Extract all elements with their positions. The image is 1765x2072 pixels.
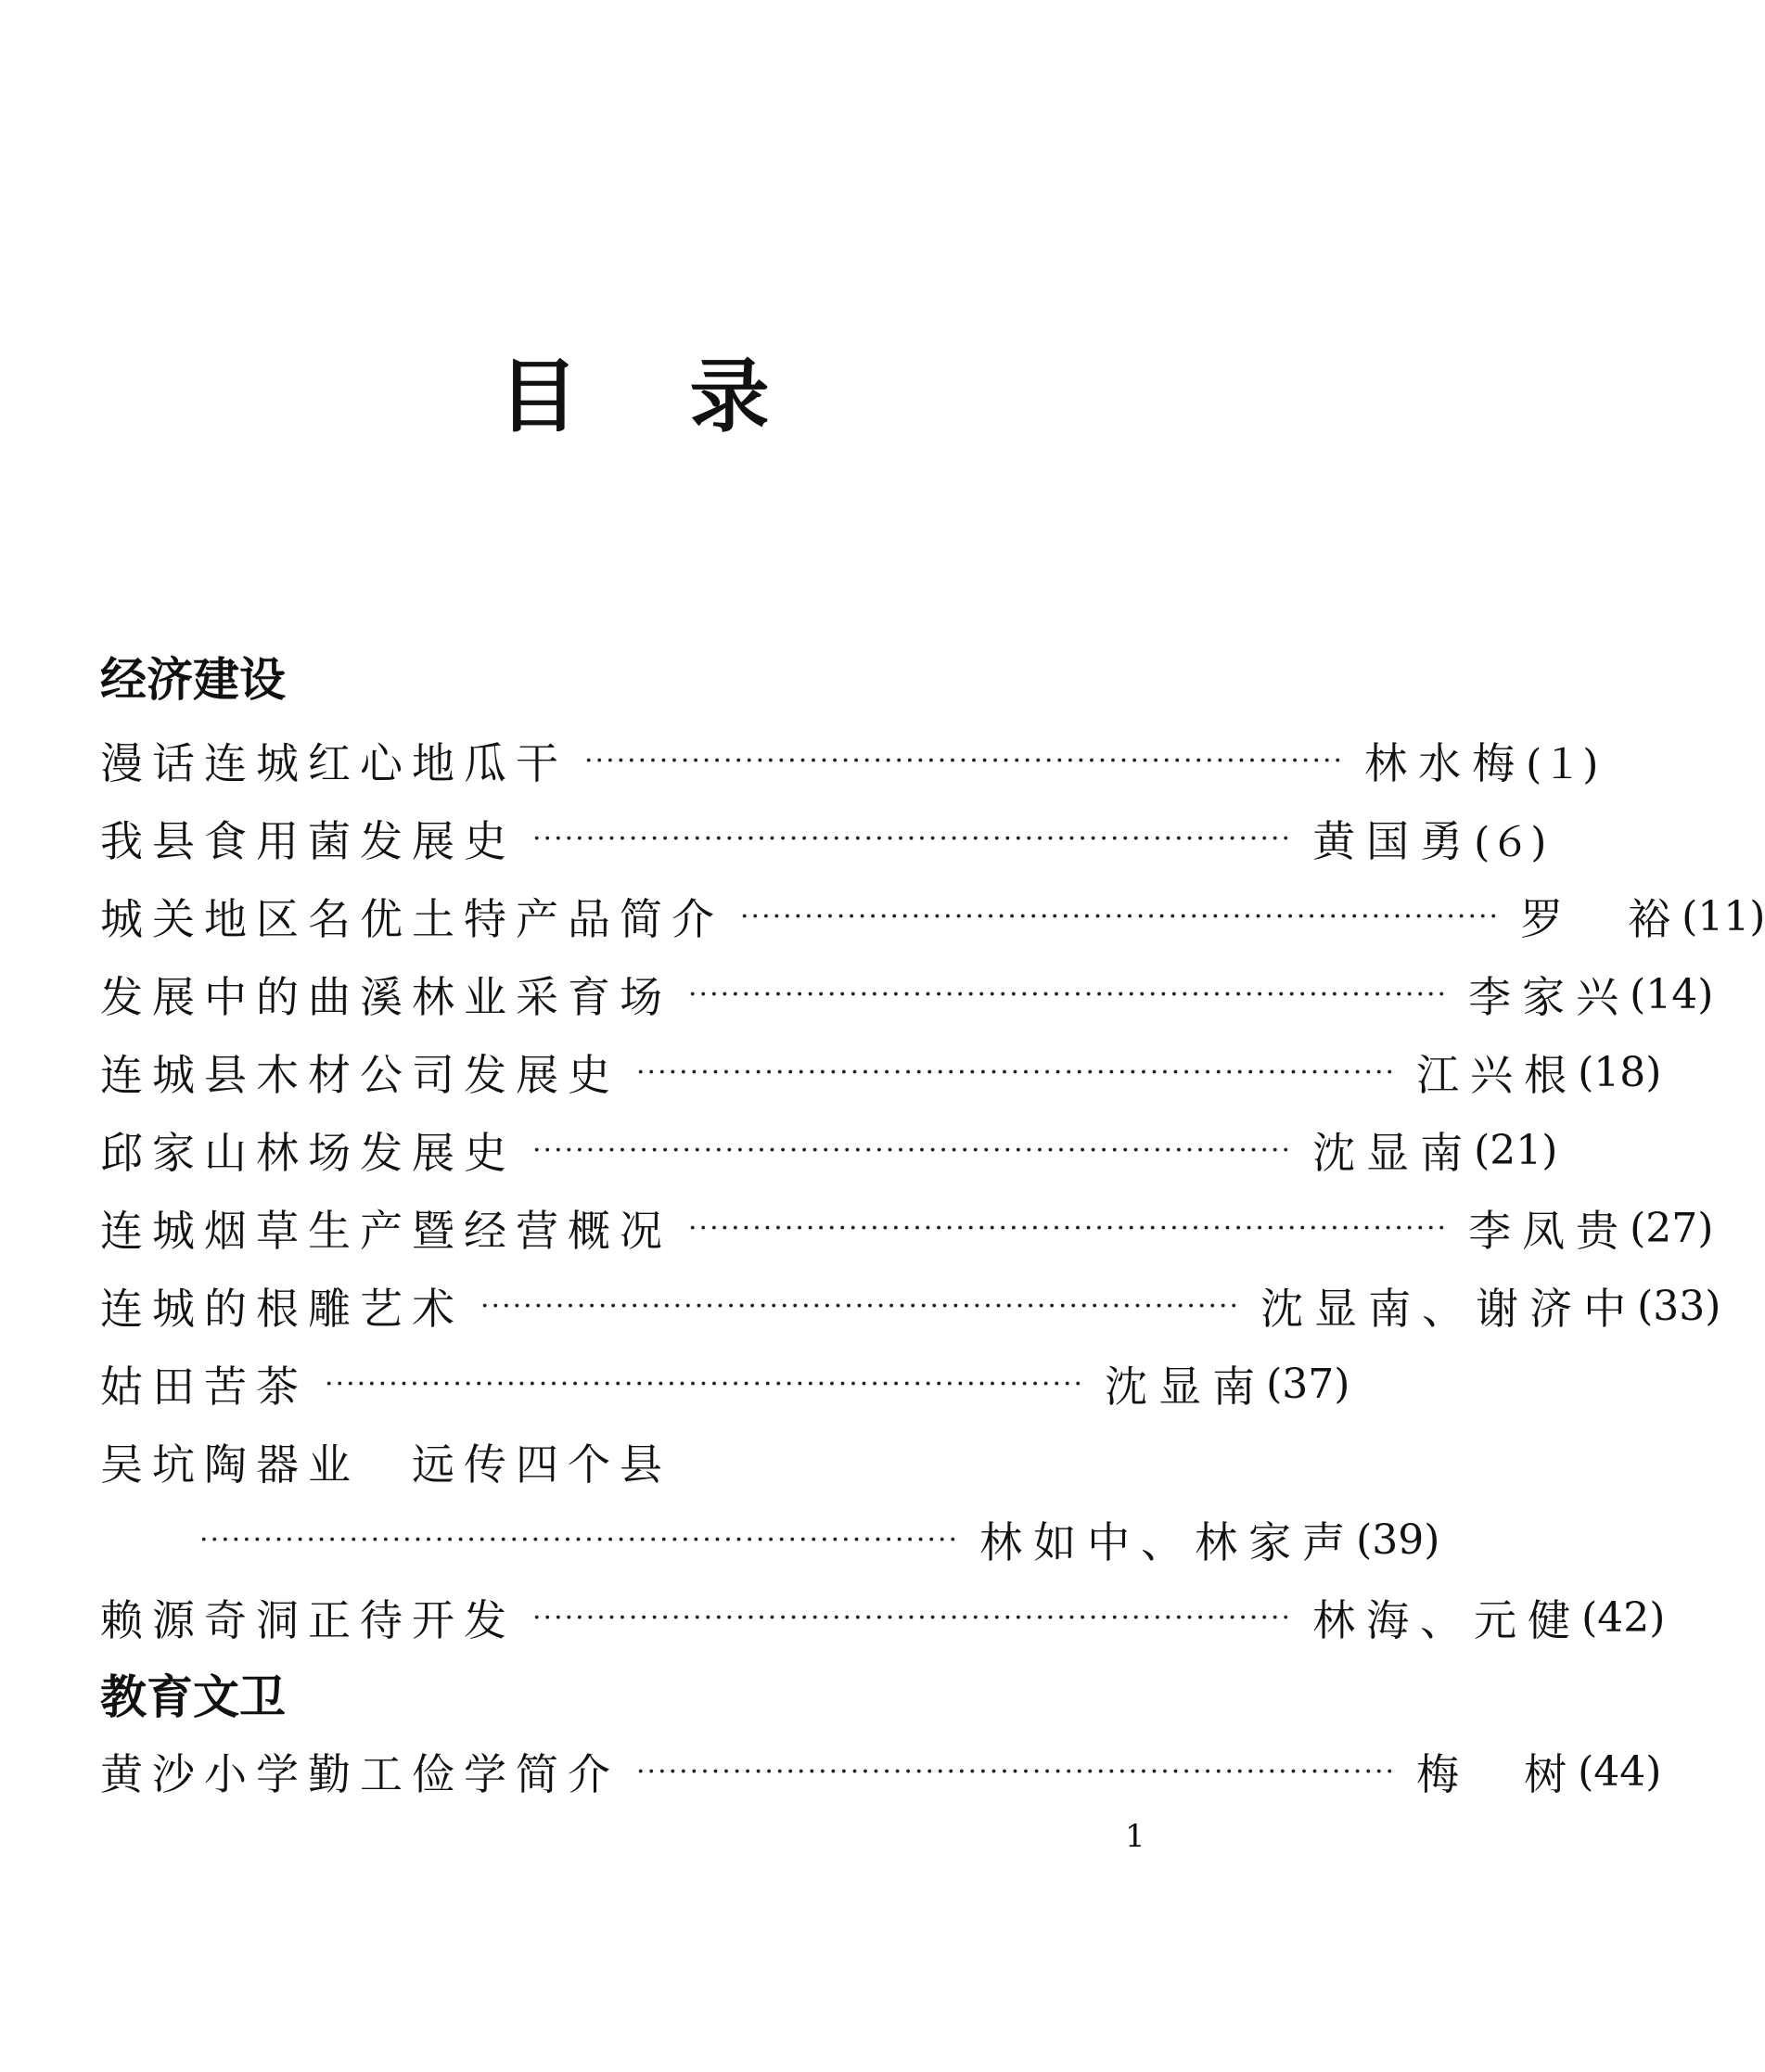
toc-entry (100, 1434, 1176, 1490)
dot-leader: ······································································· (688, 1211, 1449, 1245)
dot-leader: ······································································· (740, 900, 1501, 933)
toc-entry (100, 1590, 1666, 1645)
toc-entry (100, 733, 1599, 788)
toc-entry (100, 966, 1714, 1022)
entry-title: 吴坑陶器业 远传四个县 (100, 1439, 671, 1490)
entry-author: 林海、元健 (1312, 1595, 1582, 1645)
dot-leader: ······································································· (325, 1367, 1085, 1401)
dot-leader: ······································································· (636, 1055, 1397, 1089)
entry-author: 沈显南 (1105, 1362, 1267, 1412)
entry-page: (１) (1526, 741, 1599, 788)
toc-entry (100, 1200, 1714, 1256)
entry-author: 李凤贵 (1468, 1206, 1631, 1256)
dot-leader: ······································································· (688, 978, 1449, 1011)
entry-author: 沈显南 (1312, 1128, 1475, 1178)
entry-page: (27) (1630, 1204, 1714, 1252)
entry-author: 林水梅 (1364, 738, 1527, 788)
entry-title: 赖源奇洞正待开发 (100, 1595, 516, 1645)
section-heading-education: 教育文卫 (100, 1670, 286, 1724)
entry-author: 罗 裕 (1520, 894, 1682, 944)
entry-title: 黄沙小学勤工俭学简介 (100, 1749, 620, 1799)
entry-title: 连城县木材公司发展史 (100, 1050, 620, 1100)
entry-title: 姑田苦茶 (100, 1362, 308, 1412)
toc-entry-continuation (199, 1512, 1440, 1567)
toc-entry (100, 1744, 1662, 1799)
toc-entry (100, 889, 1765, 944)
dot-leader: ······································································· (199, 1523, 960, 1556)
dot-leader: ······································································· (584, 744, 1345, 777)
entry-title: 邱家山林场发展史 (100, 1128, 516, 1178)
dot-leader: ······································································· (636, 1755, 1397, 1788)
dot-leader: ······································································· (480, 1289, 1241, 1323)
entry-title: 城关地区名优土特产品简介 (100, 894, 723, 944)
entry-page: (18) (1578, 1048, 1662, 1096)
entry-author: 沈显南、谢济中 (1260, 1284, 1638, 1334)
toc-entry (100, 811, 1547, 866)
entry-author: 江兴根 (1416, 1050, 1579, 1100)
entry-page: (６) (1474, 819, 1547, 866)
dot-leader: ······································································· (532, 822, 1293, 855)
toc-entry (100, 1356, 1350, 1412)
dot-leader: ······································································· (532, 1133, 1293, 1167)
entry-author: 李家兴 (1468, 972, 1631, 1022)
entry-title: 漫话连城红心地瓜干 (100, 738, 568, 788)
entry-page: (14) (1630, 970, 1714, 1018)
entry-page: (42) (1581, 1593, 1666, 1642)
entry-page: (39) (1356, 1516, 1440, 1564)
page-number: 1 (1125, 1818, 1145, 1855)
entry-page: (33) (1637, 1282, 1721, 1330)
entry-author: 林如中、林家声 (979, 1517, 1357, 1567)
entry-page: (37) (1266, 1360, 1350, 1408)
entry-author: 梅 树 (1416, 1749, 1579, 1799)
entry-page: (21) (1474, 1126, 1558, 1174)
entry-title: 发展中的曲溪林业采育场 (100, 972, 671, 1022)
entry-page: (44) (1578, 1747, 1662, 1796)
toc-entry (100, 1044, 1662, 1100)
dot-leader: ······································································· (532, 1601, 1293, 1634)
toc-entry (100, 1278, 1721, 1334)
entry-author: 黄国勇 (1312, 816, 1475, 866)
section-heading-economy: 经济建设 (100, 653, 286, 707)
entry-page: (11) (1682, 892, 1765, 940)
toc-entry (100, 1122, 1558, 1178)
entry-title: 连城的根雕艺术 (100, 1284, 464, 1334)
entry-title: 连城烟草生产暨经营概况 (100, 1206, 671, 1256)
page-title: 目录 (498, 351, 881, 443)
entry-title: 我县食用菌发展史 (100, 816, 516, 866)
